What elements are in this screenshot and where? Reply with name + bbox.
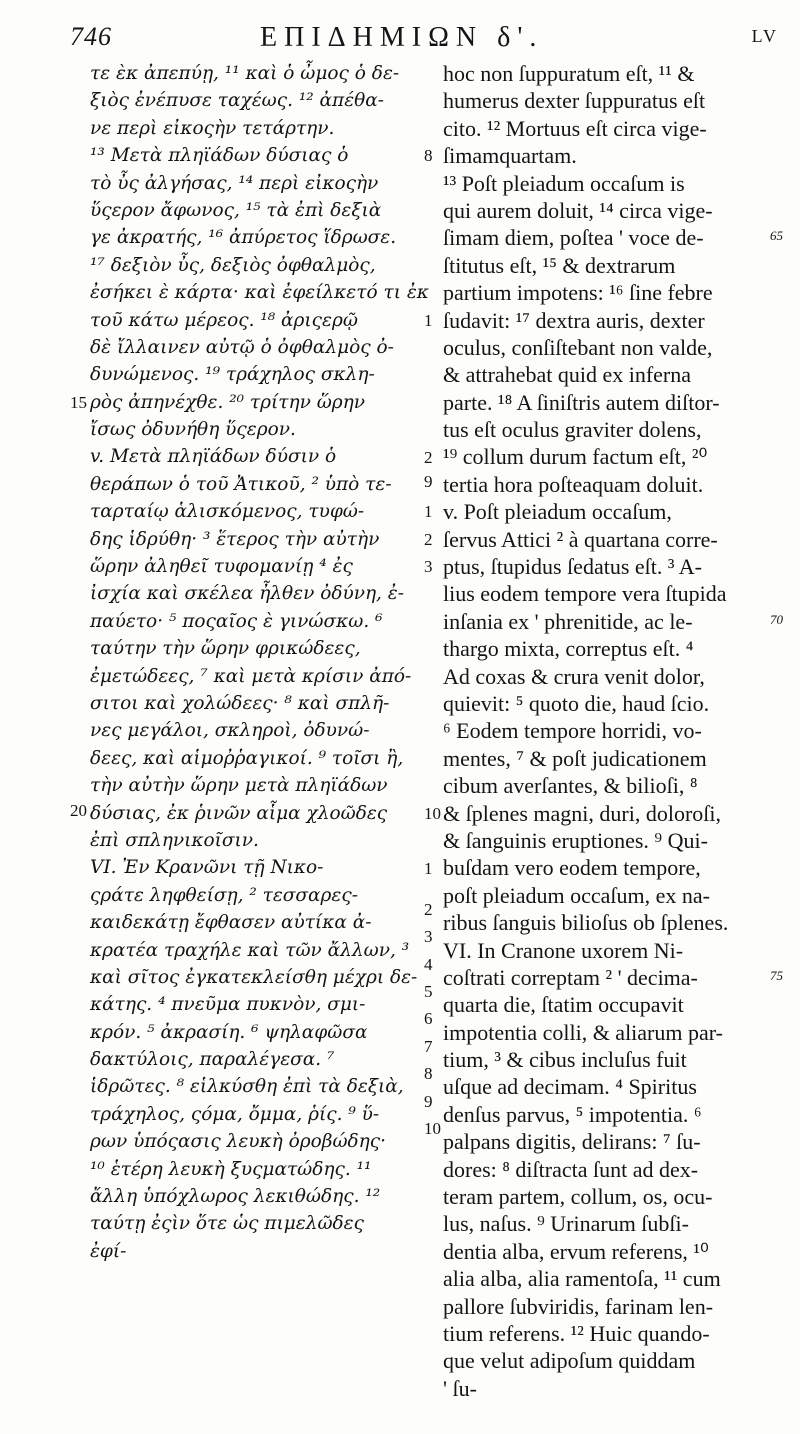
middle-line-number: 9 [424, 472, 433, 492]
greek-text-line: τὸ ὖς ἀλγήσας, ¹⁴ περὶ εἰκοςὴν [90, 172, 379, 194]
greek-text-line: κρόν. ⁵ ἀκρασίη. ⁶ ψηλαφῶσα [90, 1021, 368, 1043]
latin-text-line: ſtitutus eſt, ¹⁵ & dextrarum [443, 252, 676, 278]
latin-text-line: ptus, ſtupidus ſedatus eſt. ³ A- [443, 554, 702, 580]
latin-text-line: VI. In Cranone uxorem Ni- [443, 937, 684, 963]
greek-text-line: ξιὸς ἐνέπυσε ταχέως. ¹² ἀπέθα- [90, 90, 385, 112]
greek-text-line: ¹⁰ ἑτέρη λευκὴ ξυςματώδης. ¹¹ [90, 1158, 372, 1180]
greek-text-line: ὕςερον ἄφωνος, ¹⁵ τὰ ἐπὶ δεξιὰ [90, 199, 382, 221]
page-number: 746 [70, 22, 112, 51]
middle-line-number: 6 [424, 1009, 433, 1029]
latin-text-line: qui aurem doluit, ¹⁴ circa vige- [443, 197, 713, 223]
page-header [70, 22, 778, 62]
middle-line-number: 1 [424, 858, 433, 878]
latin-text-line: uſque ad decimam. ⁴ Spiritus [443, 1074, 697, 1100]
latin-text-line: inſania ex ' phrenitide, ac le- [443, 608, 693, 634]
greek-text-line: νες μεγάλοι, σκληροὶ, ὀδυνώ- [90, 720, 370, 742]
latin-text-line: tus eſt oculus graviter dolens, [443, 417, 702, 443]
greek-text-line: ἐμετώδεες, ⁷ καὶ μετὰ κρίσιν ἀπό- [90, 665, 412, 687]
middle-line-number: 3 [424, 557, 433, 577]
latin-text-line: tertia hora poſteaquam doluit. [443, 471, 704, 497]
latin-text-line: ſervus Attici ² à quartana corre- [443, 526, 718, 552]
greek-text-line: σιτοι καὶ χολώδεες· ⁸ καὶ σπλῆ- [90, 692, 390, 714]
greek-text-line: ἄλλη ὑπόχλωρος λεκιθώδης. ¹² [90, 1186, 381, 1208]
greek-text-line: v. Μετὰ πληϊάδων δύσιν ὁ [90, 446, 337, 468]
latin-text-line: ¹⁹ collum durum factum eſt, ²⁰ [443, 444, 708, 470]
greek-text-line: δὲ ἴλλαινεν αὐτῷ ὁ ὀφθαλμὸς ὀ- [90, 336, 394, 358]
greek-text-line: τὴν αὐτὴν ὥρην μετὰ πληϊάδων [90, 775, 388, 797]
latin-text-line: tium referens. ¹² Huic quando- [443, 1320, 710, 1346]
middle-line-number: 1 [424, 502, 433, 522]
latin-text-line: oculus, conſiſtebant non valde, [443, 334, 713, 360]
middle-line-number: 9 [424, 1091, 433, 1111]
latin-text-line: cibum averſantes, & bilioſi, ⁸ [443, 773, 698, 799]
greek-text-line: ¹³ Μετὰ πληϊάδων δύσιας ὁ [90, 145, 349, 167]
greek-text-line: ἰσχία καὶ σκέλεα ἦλθεν ὀδύνη, ἐ- [90, 583, 404, 605]
left-line-number: 15 [70, 392, 87, 412]
greek-text-line: κάτης. ⁴ πνεῦμα πυκνὸν, σμι- [90, 994, 366, 1016]
middle-line-number: 1 [424, 310, 433, 330]
greek-text-line: ἐφί- [90, 1240, 127, 1262]
latin-text-line: ribus ſanguis bilioſus ob ſplenes. [443, 910, 729, 936]
latin-text-line: impotentia colli, & aliarum par- [443, 1019, 723, 1045]
greek-text-line: ρὸς ἀπηνέχθε. ²⁰ τρίτην ὥρην [90, 391, 366, 413]
latin-column [443, 60, 778, 1402]
greek-text-line: ἐσήκει ὲ κάρτα· καὶ ἐφείλκετό τι ἐκ [90, 282, 429, 304]
latin-text-line: palpans digitis, delirans: ⁷ ſu- [443, 1129, 701, 1155]
greek-column [90, 60, 429, 1265]
latin-text-line: dores: ⁸ diſtracta ſunt ad dex- [443, 1156, 699, 1182]
middle-line-number: 2 [424, 899, 433, 919]
greek-text-line: ταύτῃ ἐςὶν ὅτε ὡς πιμελῶδες [90, 1213, 364, 1235]
latin-text-line: thargo mixta, correptus eſt. ⁴ [443, 636, 694, 662]
latin-text-line: pallore ſubviridis, farinam len- [443, 1293, 714, 1319]
middle-line-number: 7 [424, 1036, 433, 1056]
greek-text-line: ςράτε ληφθείσῃ, ² τεσσαρες- [90, 884, 358, 906]
greek-text-line: ἱδρῶτες. ⁸ εἱλκύσθη ἐπὶ τὰ δεξιὰ, [90, 1076, 404, 1098]
latin-text-line: denſus parvus, ⁵ impotentia. ⁶ [443, 1101, 702, 1127]
right-line-number: 70 [770, 612, 783, 627]
latin-text-line: buſdam vero eodem tempore, [443, 855, 701, 881]
latin-text-line: hoc non ſuppuratum eſt, ¹¹ & [443, 61, 695, 86]
latin-text-line: alia alba, alia ramentoſa, ¹¹ cum [443, 1266, 721, 1292]
greek-text-line: ταρταίῳ ἁλισκόμενος, τυφώ- [90, 501, 365, 523]
latin-text-line: & ſanguinis eruptiones. ⁹ Qui- [443, 827, 708, 853]
middle-line-number: 2 [424, 447, 433, 467]
latin-text-line: lus, naſus. ⁹ Urinarum ſubſi- [443, 1211, 689, 1237]
greek-text-line: δακτύλοις, παραλέγεσα. ⁷ [90, 1049, 335, 1071]
greek-text-line: κρατέα τραχήλε καὶ τῶν ἄλλων, ³ [90, 939, 410, 961]
middle-line-number: 10 [424, 1118, 441, 1138]
latin-text-line: ¹³ Poſt pleiadum occaſum is [443, 170, 685, 196]
latin-text-line: mentes, ⁷ & poſt judicationem [443, 745, 707, 771]
latin-text-line: ſudavit: ¹⁷ dextra auris, dexter [443, 307, 705, 333]
greek-text-line: ὥρην ἀληθεῖ τυφομανίῃ ⁴ ἐς [90, 556, 353, 578]
section-number: LV [751, 26, 778, 46]
latin-text-line: teram partem, collum, os, ocu- [443, 1184, 713, 1210]
latin-text-line: coſtrati correptam ² ' decima- [443, 964, 698, 990]
latin-text-line: poſt pleiadum occaſum, ex na- [443, 882, 710, 908]
latin-text-line: cito. ¹² Mortuus eſt circa vige- [443, 115, 707, 141]
greek-text-line: ρων ὑπόςασις λευκὴ ὀροβώδης· [90, 1131, 386, 1153]
middle-line-number: 2 [424, 529, 433, 549]
greek-text-line: καὶ σῖτος ἐγκατεκλείσθη μέχρι δε- [90, 966, 418, 988]
greek-text-line: τε ὲκ ἀπεπύῃ, ¹¹ καὶ ὁ ὦμος ὁ δε- [90, 63, 400, 84]
greek-text-line: παύετο· ⁵ ποςαῖος ὲ γινώσκω. ⁶ [90, 610, 383, 632]
left-line-number: 20 [70, 801, 87, 821]
latin-text-line: quievit: ⁵ quoto die, haud ſcio. [443, 690, 710, 716]
middle-line-number: 8 [424, 1064, 433, 1084]
latin-text-line: que velut adipoſum quiddam [443, 1348, 696, 1374]
greek-text-line: θεράπων ὁ τοῦ Ἀτικοῦ, ² ὑπὸ τε- [90, 473, 392, 495]
latin-text-line: dentia alba, ervum referens, ¹⁰ [443, 1238, 709, 1264]
greek-text-line: νε περὶ εἰκοςὴν τετάρτην. [90, 117, 335, 139]
latin-text-line: ' ſu- [443, 1375, 477, 1401]
greek-text-line: ¹⁷ δεξιὸν ὖς, δεξιὸς ὀφθαλμὸς, [90, 254, 376, 276]
latin-text-line: parte. ¹⁸ A ſiniſtris autem diſtor- [443, 389, 720, 415]
latin-text-line: quarta die, ſtatim occupavit [443, 992, 684, 1018]
running-title: ΕΠΙΔΗΜΙΩΝ δ'. [260, 22, 544, 53]
greek-text-line: ταύτην τὴν ὥρην φρικώδεες, [90, 638, 361, 660]
middle-line-number: 3 [424, 927, 433, 947]
right-line-number: 65 [770, 228, 783, 244]
latin-text-line: lius eodem tempore vera ſtupida [443, 581, 727, 607]
middle-line-number: 10 [424, 803, 441, 823]
greek-text-line: τοῦ κάτω μέρεος. ¹⁸ ἀριςερῷ [90, 309, 358, 331]
latin-text-line: partium impotens: ¹⁶ ſine febre [443, 280, 713, 306]
latin-text-line: & attrahebat quid ex inferna [443, 362, 692, 388]
greek-text-line: τράχηλος, ςόμα, ὄμμα, ῥίς. ⁹ ὕ- [90, 1103, 380, 1125]
latin-text-line: ſimamquartam. [443, 143, 577, 169]
greek-text-line: δεες, καὶ αἱμοῤῥαγικοί. ⁹ τοῖσι ἢ, [90, 747, 404, 769]
latin-text-line: tium, ³ & cibus incluſus fuit [443, 1047, 687, 1073]
greek-text-line: ἐπὶ σπληνικοῖσιν. [90, 829, 259, 851]
greek-text-line: δυνώμενος. ¹⁹ τράχηλος σκλη- [90, 364, 375, 386]
latin-text-line: v. Poſt pleiadum occaſum, [443, 499, 672, 525]
latin-text-line: & ſplenes magni, duri, doloroſi, [443, 800, 722, 826]
latin-text-line: ſimam diem, poſtea ' voce de- [443, 225, 704, 251]
right-line-number: 75 [770, 968, 783, 984]
greek-text-line: δύσιας, ἐκ ῥινῶν αἷμα χλοῶδες [90, 802, 388, 824]
greek-text-line: γε ἀκρατής, ¹⁶ ἀπύρετος ἵδρωσε. [90, 227, 397, 249]
greek-text-line: καιδεκάτῃ ἔφθασεν αὐτίκα ἀ- [90, 912, 372, 934]
middle-line-number: 5 [424, 981, 433, 1001]
middle-line-number: 4 [424, 954, 433, 974]
middle-line-number: 8 [424, 146, 433, 166]
latin-text-line: Ad coxas & crura venit dolor, [443, 663, 705, 689]
greek-text-line: ἴσως ὀδυνήθη ὕςερον. [90, 419, 296, 441]
latin-text-line: ⁶ Eodem tempore horridi, vo- [443, 718, 702, 744]
greek-text-line: δης ἱδρύθη· ³ ἕτερος τὴν αὐτὴν [90, 528, 380, 550]
latin-text-line: humerus dexter ſuppuratus eſt [443, 88, 706, 114]
greek-text-line: VI. Ἐν Κρανῶνι τῇ Νικο- [90, 857, 324, 879]
